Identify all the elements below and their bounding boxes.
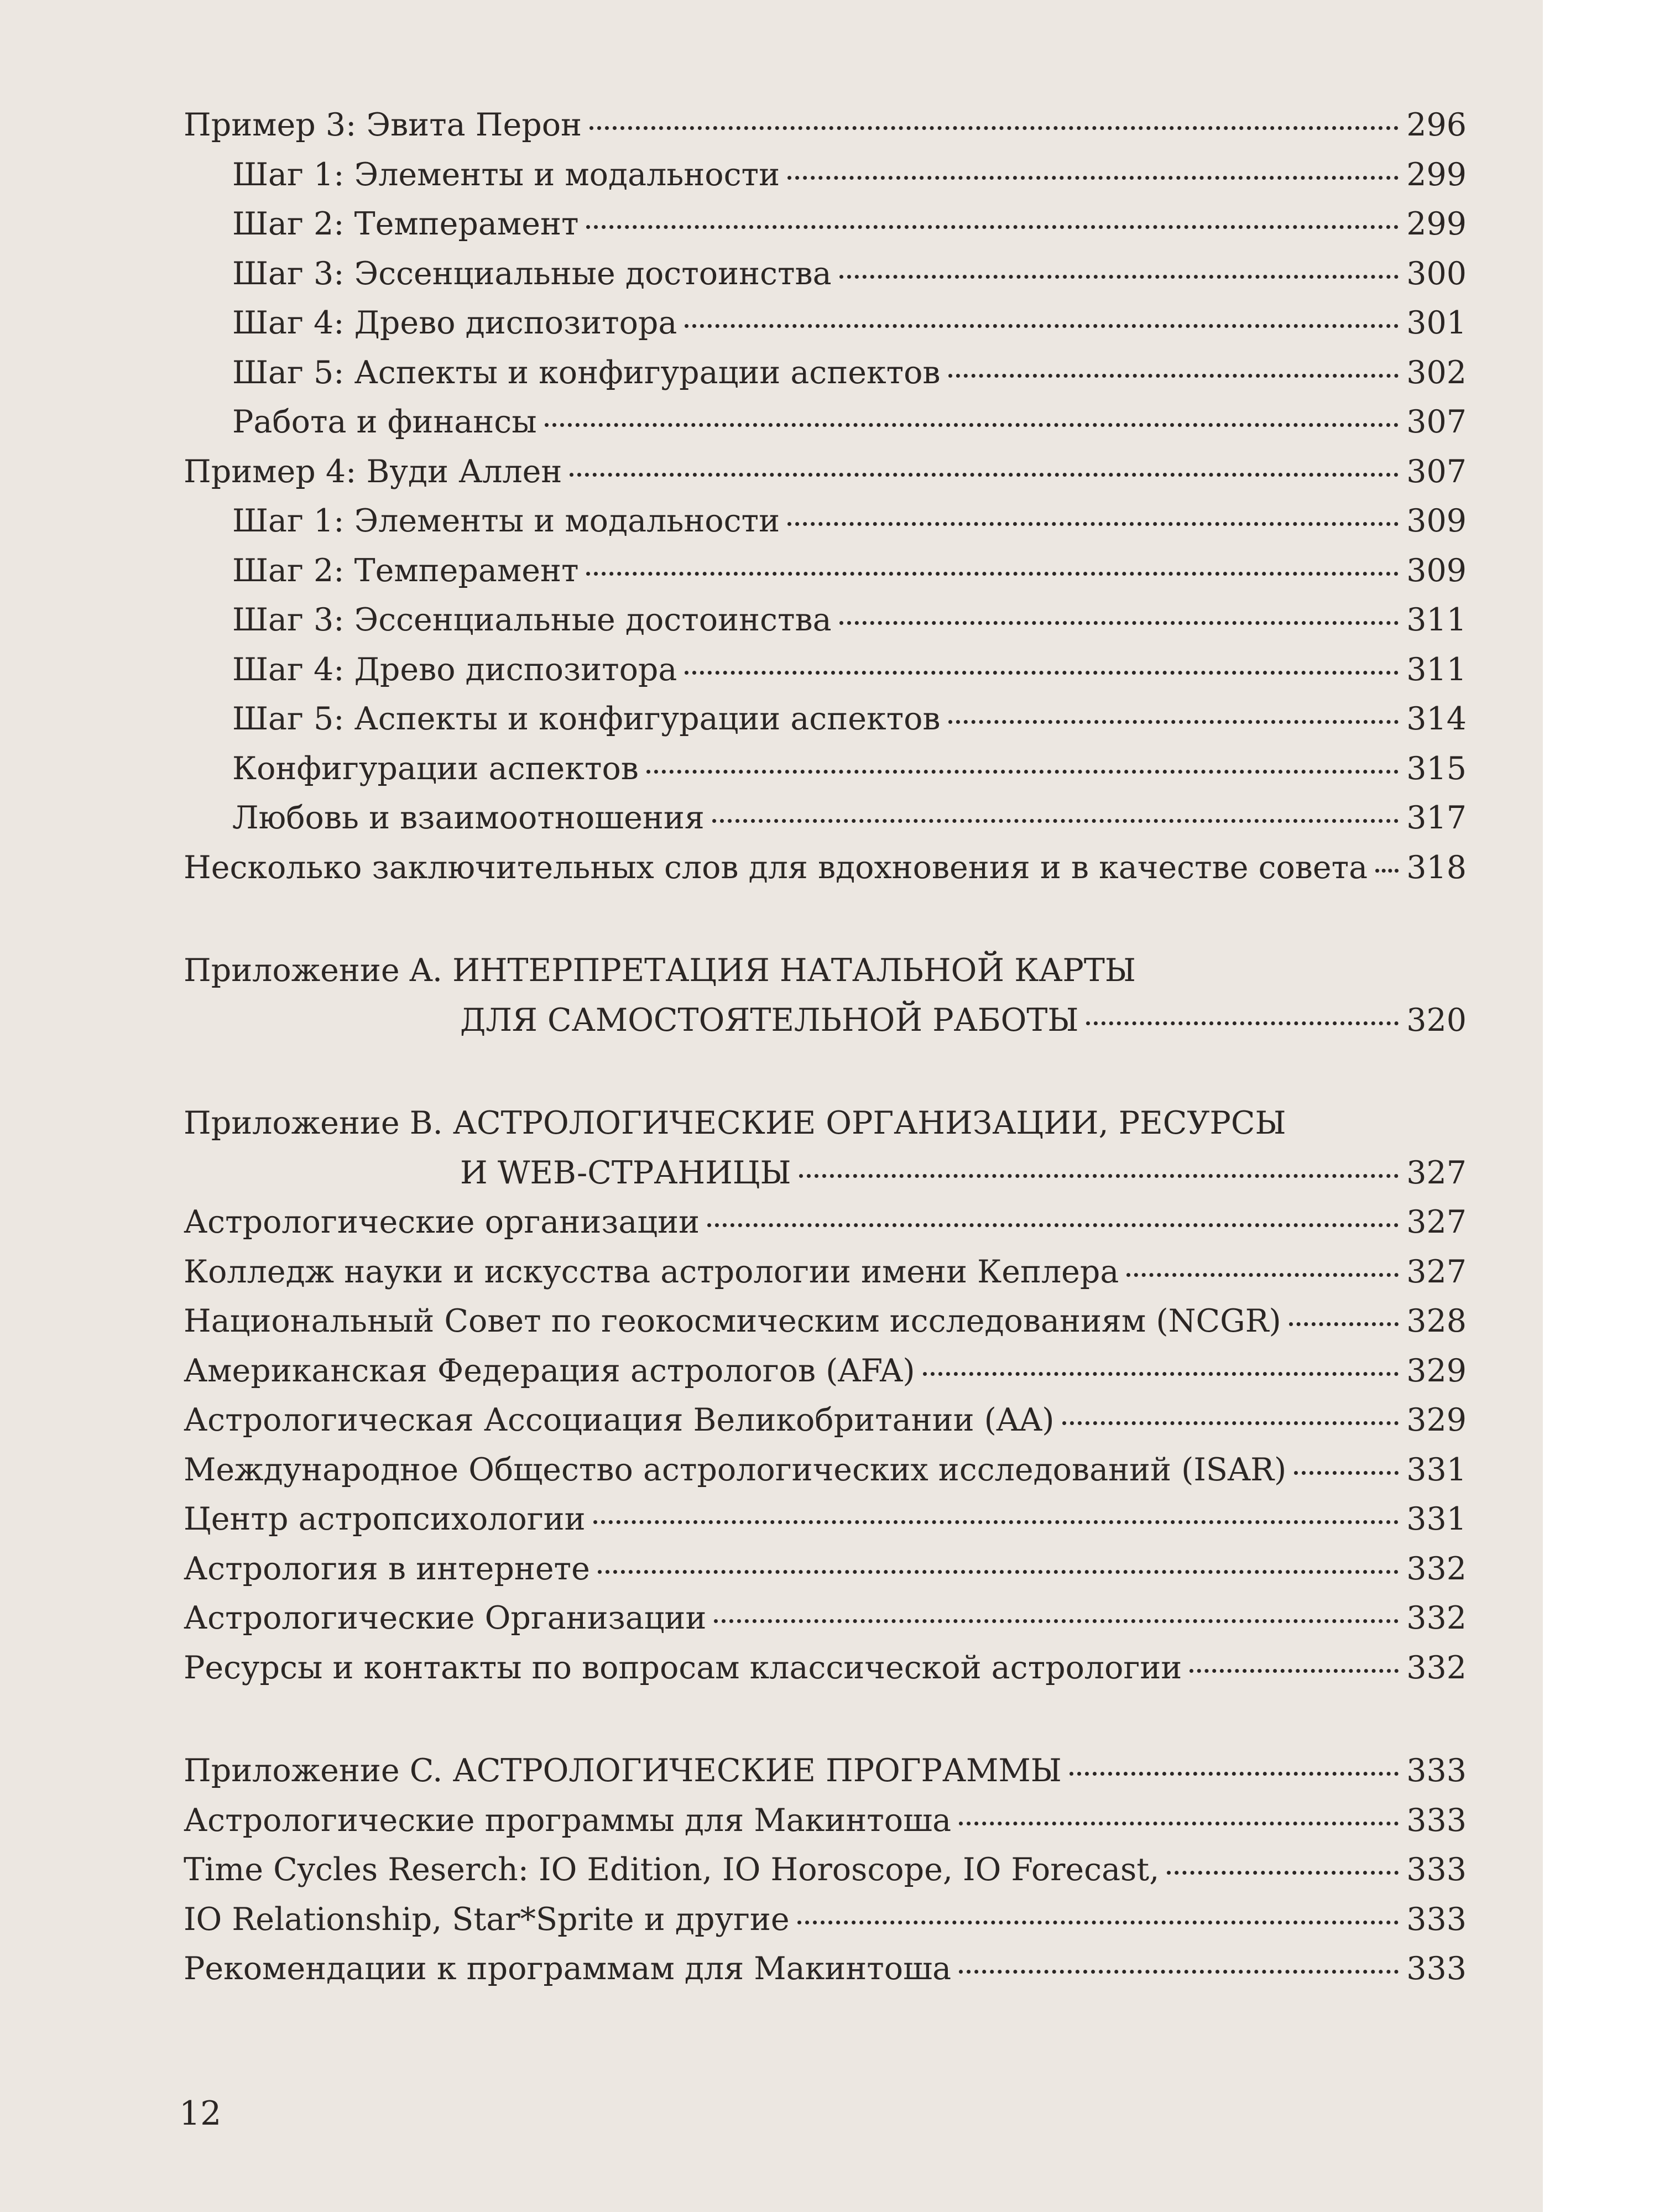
- entry-title: Астрологическая Ассоциация Великобритании (AA): [184, 1402, 1055, 1438]
- entry-title: Шаг 2: Темперамент: [232, 552, 579, 589]
- entry-title: Шаг 5: Аспекты и конфигурации аспектов: [232, 701, 941, 737]
- appendix-heading: Приложение A. ИНТЕРПРЕТАЦИЯ НАТАЛЬНОЙ КАРТЫ: [184, 952, 1136, 989]
- appendix-heading-text: Приложение C. АСТРОЛОГИЧЕСКИЕ ПРОГРАММЫ: [184, 1752, 1062, 1789]
- entry-title: Шаг 2: Темперамент: [232, 206, 579, 242]
- entry-title: Колледж науки и искусства астрологии имени Кеплера: [184, 1253, 1119, 1290]
- dot-leader: [787, 522, 1399, 526]
- dot-leader: [797, 1921, 1399, 1924]
- entry-title: Шаг 1: Элементы и модальности: [232, 503, 780, 539]
- toc-entry: [184, 794, 1467, 843]
- section-gap: [184, 1045, 1467, 1099]
- toc-entry: [184, 843, 1467, 893]
- entry-title: Шаг 3: Эссенциальные достоинства: [232, 255, 832, 292]
- entry-page-number: 296: [1406, 107, 1467, 143]
- entry-title: Ресурсы и контакты по вопросам классической астрологии: [184, 1649, 1182, 1686]
- toc-entry: [184, 447, 1467, 497]
- dot-leader: [787, 176, 1399, 180]
- entry-page-number: 307: [1406, 453, 1467, 490]
- dot-leader: [646, 770, 1399, 774]
- toc-entry: [184, 1446, 1467, 1495]
- entry-title: Астрология в интернете: [184, 1550, 590, 1587]
- dot-leader: [545, 423, 1399, 427]
- toc-entry: [184, 1796, 1467, 1846]
- entry-page-number: 327: [1406, 1204, 1467, 1240]
- entry-title: Работа и финансы: [232, 404, 537, 440]
- dot-leader: [1126, 1273, 1399, 1277]
- appendix-heading: [184, 1746, 1467, 1796]
- entry-title: Пример 4: Вуди Аллен: [184, 453, 562, 490]
- dot-leader: [586, 572, 1399, 576]
- entry-page-number: 302: [1406, 354, 1467, 391]
- dot-leader: [714, 1619, 1399, 1623]
- toc-entry: [184, 596, 1467, 645]
- toc-entry: [184, 1545, 1467, 1594]
- entry-page-number: 309: [1406, 552, 1467, 589]
- entry-page-number: 317: [1406, 800, 1467, 836]
- toc-entry: [184, 1944, 1467, 1994]
- dot-leader: [685, 671, 1399, 675]
- entry-title: Конфигурации аспектов: [232, 750, 639, 787]
- dot-leader: [1062, 1421, 1399, 1425]
- dot-leader: [799, 1174, 1399, 1178]
- dot-leader: [839, 621, 1399, 625]
- toc-entry: [184, 695, 1467, 744]
- entry-title: Центр астропсихологии: [184, 1501, 586, 1537]
- entry-page-number: 318: [1406, 849, 1467, 886]
- toc-entry: [184, 1297, 1467, 1347]
- dot-leader: [1289, 1322, 1399, 1326]
- dot-leader: [712, 819, 1399, 823]
- dot-leader: [1190, 1669, 1399, 1673]
- toc-entry: [184, 744, 1467, 794]
- dot-leader: [707, 1223, 1399, 1227]
- toc-entry: [184, 348, 1467, 398]
- toc-entry: [184, 1347, 1467, 1396]
- entry-page-number: 331: [1406, 1451, 1467, 1488]
- entry-page-number: 329: [1406, 1352, 1467, 1389]
- entry-page-number: 307: [1406, 404, 1467, 440]
- toc-entry: [184, 497, 1467, 546]
- dot-leader: [948, 374, 1399, 378]
- entry-title: Астрологические программы для Макинтоша: [184, 1802, 952, 1839]
- entry-page-number: 333: [1406, 1802, 1467, 1839]
- entry-page-number: 329: [1406, 1402, 1467, 1438]
- appendix-page-number: 327: [1406, 1154, 1467, 1191]
- appendix-heading-continuation: [184, 1149, 1467, 1198]
- toc-entry: [184, 1198, 1467, 1248]
- dot-leader: [589, 126, 1399, 130]
- dot-leader: [1375, 869, 1399, 873]
- toc-entry: [184, 249, 1467, 299]
- entry-page-number: 309: [1406, 503, 1467, 539]
- entry-page-number: 328: [1406, 1303, 1467, 1339]
- toc-entry: [184, 101, 1467, 150]
- dot-leader: [959, 1970, 1399, 1974]
- entry-title: Любовь и взаимоотношения: [232, 800, 705, 836]
- entry-page-number: 332: [1406, 1600, 1467, 1636]
- dot-leader: [598, 1570, 1399, 1574]
- toc-entry: [184, 398, 1467, 447]
- toc-entry: [184, 1895, 1467, 1945]
- entry-page-number: 311: [1406, 602, 1467, 638]
- entry-title: Международное Общество астрологических исследований (ISAR): [184, 1451, 1287, 1488]
- entry-title: Шаг 4: Древо диспозитора: [232, 651, 677, 688]
- section-gap: [184, 1693, 1467, 1746]
- toc-entry: [184, 200, 1467, 249]
- section-gap: [184, 893, 1467, 946]
- toc-entry: [184, 150, 1467, 200]
- table-of-contents: [184, 101, 1467, 1994]
- entry-title: Шаг 4: Древо диспозитора: [232, 305, 677, 341]
- toc-entry: [184, 645, 1467, 695]
- dot-leader: [948, 720, 1399, 724]
- dot-leader: [570, 473, 1399, 477]
- appendix-heading-line2: И WEB-СТРАНИЦЫ: [460, 1154, 791, 1191]
- entry-page-number: 327: [1406, 1253, 1467, 1290]
- dot-leader: [1086, 1021, 1399, 1025]
- entry-title: Несколько заключительных слов для вдохновения и в качестве совета: [184, 849, 1368, 886]
- toc-entry: [184, 1396, 1467, 1446]
- appendix-heading: Приложение B. АСТРОЛОГИЧЕСКИЕ ОРГАНИЗАЦИИ, РЕСУРСЫ: [184, 1105, 1286, 1141]
- entry-page-number: 299: [1406, 206, 1467, 242]
- entry-page-number: 311: [1406, 651, 1467, 688]
- entry-page-number: 333: [1406, 1950, 1467, 1987]
- toc-entry: [184, 1594, 1467, 1644]
- entry-page-number: 315: [1406, 750, 1467, 787]
- entry-page-number: 300: [1406, 255, 1467, 292]
- entry-title: Астрологические организации: [184, 1204, 700, 1240]
- entry-page-number: 332: [1406, 1550, 1467, 1587]
- entry-page-number: 314: [1406, 701, 1467, 737]
- entry-title: IO Relationship, Star*Sprite и другие: [184, 1901, 790, 1938]
- entry-title: Астрологические Организации: [184, 1600, 707, 1636]
- appendix-heading-line2: ДЛЯ САМОСТОЯТЕЛЬНОЙ РАБОТЫ: [460, 1001, 1079, 1039]
- entry-page-number: 333: [1406, 1901, 1467, 1938]
- appendix-page-number: 333: [1406, 1752, 1467, 1789]
- toc-entry: [184, 1495, 1467, 1545]
- toc-entry: [184, 1644, 1467, 1693]
- appendix-heading-continuation: [184, 996, 1467, 1046]
- entry-title: Рекомендации к программам для Макинтоша: [184, 1950, 952, 1987]
- entry-title: Шаг 5: Аспекты и конфигурации аспектов: [232, 354, 941, 391]
- entry-title: Шаг 1: Элементы и модальности: [232, 156, 780, 193]
- toc-entry: [184, 1248, 1467, 1297]
- appendix-page-number: 320: [1406, 1001, 1467, 1039]
- dot-leader: [923, 1372, 1399, 1376]
- dot-leader: [959, 1822, 1399, 1825]
- toc-entry: [184, 299, 1467, 348]
- entry-page-number: 331: [1406, 1501, 1467, 1537]
- toc-entry: [184, 1845, 1467, 1895]
- dot-leader: [685, 324, 1399, 328]
- dot-leader: [1070, 1772, 1399, 1776]
- entry-title: Американская Федерация астрологов (AFA): [184, 1352, 915, 1389]
- entry-page-number: 333: [1406, 1851, 1467, 1888]
- entry-page-number: 301: [1406, 305, 1467, 341]
- dot-leader: [593, 1520, 1399, 1524]
- entry-title: Национальный Совет по геокосмическим исследованиям (NCGR): [184, 1303, 1281, 1339]
- dot-leader: [1167, 1871, 1399, 1875]
- dot-leader: [1294, 1471, 1399, 1475]
- entry-page-number: 299: [1406, 156, 1467, 193]
- dot-leader: [586, 225, 1399, 229]
- entry-title: Шаг 3: Эссенциальные достоинства: [232, 602, 832, 638]
- entry-page-number: 332: [1406, 1649, 1467, 1686]
- dot-leader: [839, 275, 1399, 279]
- entry-title: Пример 3: Эвита Перон: [184, 107, 582, 143]
- page-number: 12: [179, 2094, 222, 2133]
- entry-title: Time Cycles Reserch: IO Edition, IO Horoscope, IO Forecast,: [184, 1851, 1160, 1888]
- toc-entry: [184, 546, 1467, 596]
